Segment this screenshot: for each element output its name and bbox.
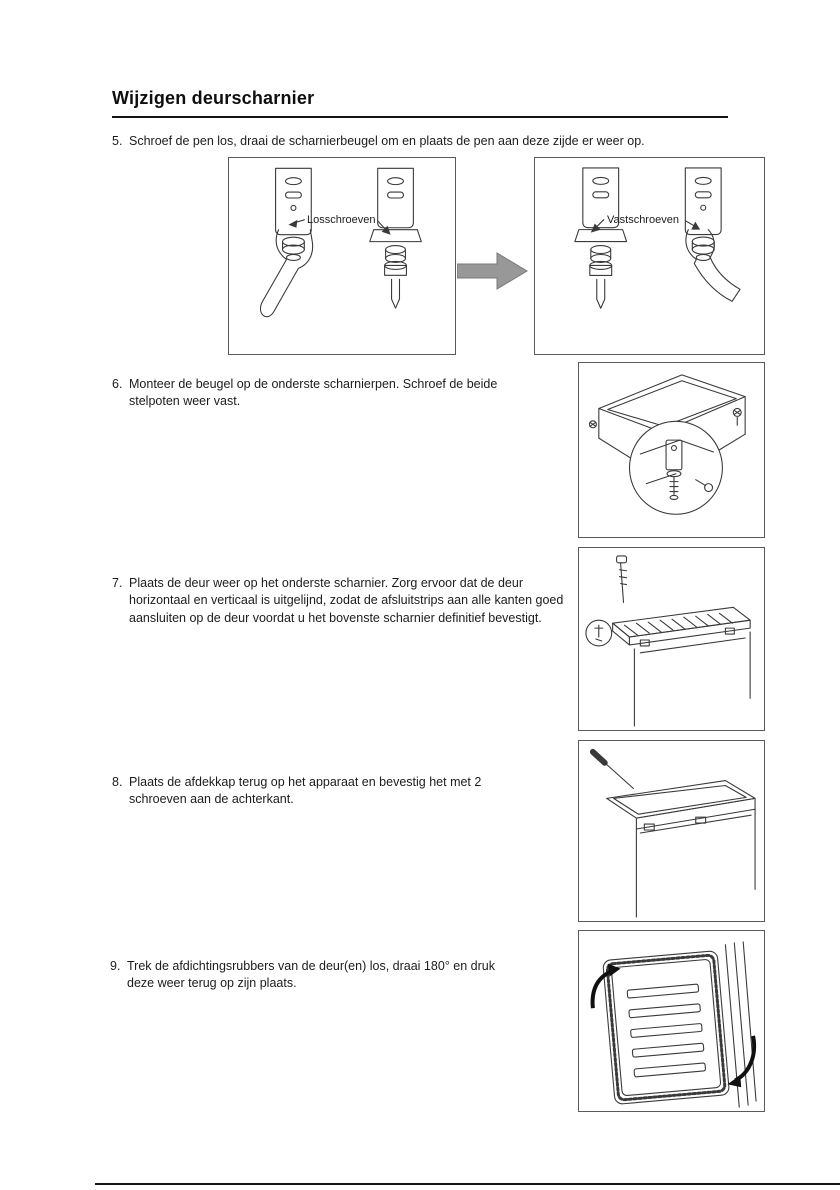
figure-step8 <box>578 740 765 922</box>
figure-step5-after <box>534 157 765 355</box>
step-number: 6. <box>112 377 123 391</box>
step-text: Plaats de deur weer op het onderste scharnier. Zorg ervoor dat de deur horizontaal en verticaal is uitgelijnd, zodat de afsluitstrips aan alle kanten goed aansluiten op de deur voordat u het bovenste scharnier definitief bevestigt. <box>129 576 564 625</box>
step-text: Trek de afdichtingsrubbers van de deur(en) los, draai 180° en druk deze weer terug op zijn plaats. <box>127 959 495 991</box>
step-text: Plaats de afdekkap terug op het apparaat en bevestig het met 2 schroeven aan de achterkant. <box>129 775 482 807</box>
attach-cover-illustration <box>579 741 764 921</box>
hinge-assembly-left <box>260 168 312 316</box>
step-9 <box>110 958 505 993</box>
step-number: 9. <box>110 959 121 973</box>
figure-label-losschroeven: Losschroeven <box>307 214 376 226</box>
hinge-fasten-illustration <box>535 158 764 354</box>
step-6 <box>112 376 532 411</box>
figure-step5-before <box>228 157 456 355</box>
step-8 <box>112 774 517 809</box>
step-number: 5. <box>112 134 123 148</box>
hinge-assembly-left <box>575 168 627 308</box>
step-5 <box>112 133 732 150</box>
figure-step6 <box>578 362 765 538</box>
hinge-loosen-illustration <box>229 158 455 354</box>
place-door-illustration <box>579 548 764 730</box>
rotation-arrow-bottom <box>727 1036 754 1087</box>
figure-step7 <box>578 547 765 731</box>
page-bottom-rule <box>95 1183 840 1185</box>
step-text: Schroef de pen los, draai de scharnierbeugel om en plaats de pen aan deze zijde er weer op. <box>129 134 645 148</box>
gasket-rotate-illustration <box>579 931 764 1111</box>
step-7 <box>112 575 574 627</box>
step-number: 7. <box>112 576 123 590</box>
figure-label-vastschroeven: Vastschroeven <box>607 214 679 226</box>
step-text: Monteer de beugel op de onderste scharnierpen. Schroef de beide stelpoten weer vast. <box>129 377 498 409</box>
mount-bracket-illustration <box>579 363 764 537</box>
hinge-assembly-right <box>370 168 422 308</box>
step-number: 8. <box>112 775 123 789</box>
page-title: Wijzigen deurscharnier <box>112 88 315 108</box>
title-divider <box>112 116 728 118</box>
hinge-assembly-right <box>685 168 740 301</box>
figure-step9 <box>578 930 765 1112</box>
transition-arrow-icon <box>457 250 529 292</box>
